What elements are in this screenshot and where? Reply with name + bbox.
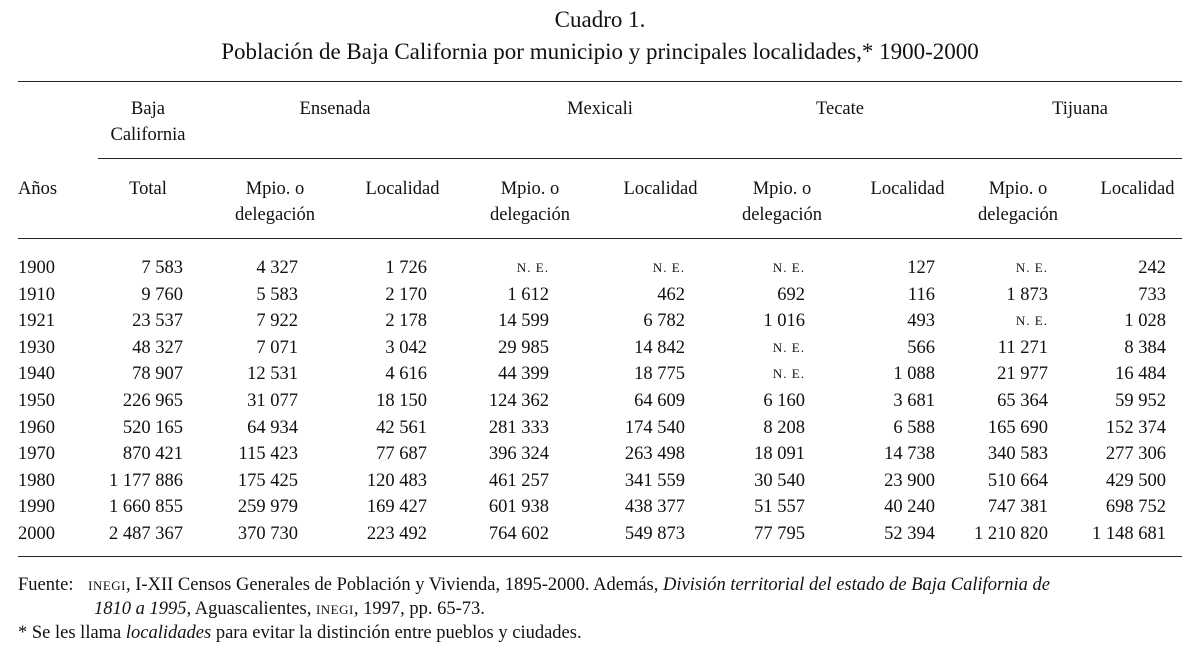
- cell-mex-mpio: 14 599: [498, 311, 549, 332]
- cell-ens-mpio: 7 922: [256, 311, 298, 332]
- table-subtitle: Población de Baja California por municipio y principales localidades,* 1900-2000: [221, 39, 979, 64]
- cell-tij-mpio: 21 977: [997, 364, 1048, 385]
- cell-tec-localidad: 1 088: [893, 364, 935, 385]
- footnote-c: para evitar la distinción entre pueblos y ciudades.: [211, 623, 582, 643]
- cell-tec-localidad: 6 588: [893, 417, 935, 438]
- cell-tec-localidad: 14 738: [884, 444, 935, 465]
- source-text-a: , I-XII Censos Generales de Población y Vivienda, 1895-2000. Además,: [126, 575, 664, 595]
- cell-tec-mpio: N. E.: [772, 260, 805, 275]
- inegi-label: INEGI: [88, 578, 127, 593]
- cell-tec-localidad: 52 394: [884, 524, 935, 544]
- row-year: 1900: [18, 258, 55, 278]
- cell-ens-localidad: 120 483: [366, 470, 427, 491]
- cell-ens-mpio: 64 934: [247, 417, 298, 438]
- cell-tec-mpio: 6 160: [763, 391, 805, 411]
- cell-ens-localidad: 4 616: [385, 364, 427, 385]
- cell-mex-mpio: 1 612: [507, 284, 549, 305]
- mpio-line1: Mpio. o: [500, 179, 560, 199]
- cell-tec-localidad: 116: [907, 284, 935, 305]
- source-text-d: Aguascalientes,: [191, 599, 316, 619]
- source-label: Fuente:: [18, 575, 74, 595]
- cell-tij-localidad: 16 484: [1115, 364, 1166, 385]
- cell-ens-mpio: 12 531: [247, 364, 298, 385]
- cell-tij-localidad: 277 306: [1105, 444, 1166, 465]
- row-year: 1960: [18, 417, 55, 438]
- cell-ens-localidad: 3 042: [385, 337, 427, 358]
- cell-mex-localidad: 6 782: [643, 311, 685, 332]
- mpio-line1: Mpio. o: [245, 179, 305, 199]
- cell-tec-mpio: 1 016: [763, 311, 805, 332]
- cell-tij-localidad: 1 028: [1124, 311, 1166, 332]
- cell-ens-mpio: 175 425: [237, 470, 298, 491]
- source-text-e: , 1997, pp. 65-73.: [353, 599, 485, 619]
- mpio-line2: delegación: [489, 205, 571, 225]
- cell-ens-mpio: 5 583: [256, 284, 298, 305]
- cell-tij-localidad: 698 752: [1105, 497, 1166, 518]
- mpio-line1: Mpio. o: [988, 179, 1048, 199]
- header-mexicali: Mexicali: [567, 99, 633, 119]
- footnote-b: localidades: [125, 623, 212, 643]
- cell-bc-total: 1 660 855: [109, 497, 183, 518]
- cell-tec-localidad: 493: [907, 311, 935, 332]
- cell-tij-localidad: 8 384: [1124, 337, 1166, 358]
- mpio-line2: delegación: [977, 205, 1059, 225]
- header-bc-line2: California: [110, 125, 186, 145]
- bottom-rule: [18, 556, 1182, 557]
- cell-bc-total: 520 165: [122, 417, 183, 438]
- cell-ens-mpio: 31 077: [247, 391, 298, 411]
- cell-mex-localidad: 64 609: [634, 391, 685, 411]
- cell-tij-mpio: N. E.: [1015, 260, 1048, 275]
- cell-ens-mpio: 370 730: [237, 524, 298, 544]
- cell-mex-localidad: 174 540: [624, 417, 685, 438]
- source-note: [18, 573, 1050, 598]
- cell-bc-total: 48 327: [132, 337, 183, 358]
- cell-mex-mpio: 396 324: [488, 444, 549, 465]
- cell-ens-mpio: 115 423: [238, 444, 298, 465]
- footnote-a: * Se les llama: [18, 623, 126, 643]
- row-year: 1980: [18, 470, 55, 491]
- header-mex-localidad: Localidad: [623, 179, 698, 199]
- cell-tij-mpio: 65 364: [997, 391, 1048, 411]
- cell-tij-mpio: N. E.: [1015, 313, 1048, 329]
- header-tec-mpio: [722, 176, 842, 228]
- cell-tij-localidad: 59 952: [1115, 391, 1166, 411]
- header-tecate: Tecate: [816, 99, 864, 119]
- source-text-b: División territorial del estado de Baja California de: [663, 575, 1050, 595]
- cell-ens-localidad: 18 150: [376, 391, 427, 411]
- row-year: 1940: [18, 364, 55, 385]
- cell-tec-localidad: 3 681: [893, 391, 935, 411]
- cell-ens-localidad: 2 170: [385, 284, 427, 305]
- row-year: 1990: [18, 497, 55, 518]
- header-total: Total: [129, 179, 167, 199]
- mpio-line1: Mpio. o: [752, 179, 812, 199]
- footnote: [18, 621, 582, 646]
- cell-tec-localidad: 127: [907, 258, 935, 278]
- inegi-label-2: INEGI: [315, 602, 354, 617]
- cell-bc-total: 7 583: [141, 258, 183, 278]
- cell-tij-localidad: 733: [1138, 284, 1166, 305]
- cell-tec-mpio: 77 795: [754, 524, 805, 544]
- cell-mex-localidad: 549 873: [624, 524, 685, 544]
- cell-tij-mpio: 510 664: [987, 470, 1048, 491]
- row-year: 1970: [18, 444, 55, 465]
- cell-bc-total: 2 487 367: [109, 524, 183, 544]
- cell-ens-mpio: 4 327: [256, 258, 298, 278]
- header-baja-california: [98, 96, 198, 148]
- cell-tec-mpio: 8 208: [763, 417, 805, 438]
- cell-tij-mpio: 11 271: [997, 337, 1048, 358]
- header-tec-localidad: Localidad: [870, 179, 945, 199]
- cell-mex-mpio: 601 938: [488, 497, 549, 518]
- row-year: 1921: [18, 311, 55, 332]
- cell-mex-mpio: N. E.: [516, 260, 549, 275]
- header-bc-line1: Baja: [131, 99, 165, 119]
- row-year: 2000: [18, 524, 55, 544]
- cell-ens-localidad: 223 492: [366, 524, 427, 544]
- cell-tec-localidad: 23 900: [884, 470, 935, 491]
- cell-bc-total: 9 760: [141, 284, 183, 305]
- cell-tec-mpio: 30 540: [754, 470, 805, 491]
- cell-ens-localidad: 2 178: [385, 311, 427, 332]
- cell-tec-mpio: N. E.: [772, 339, 805, 355]
- header-rule: [18, 238, 1182, 239]
- cell-tij-mpio: 165 690: [987, 417, 1048, 438]
- mpio-line2: delegación: [741, 205, 823, 225]
- cell-mex-mpio: 29 985: [498, 337, 549, 358]
- cell-bc-total: 23 537: [132, 311, 183, 332]
- cell-tij-localidad: 152 374: [1105, 417, 1166, 438]
- cell-mex-localidad: 263 498: [624, 444, 685, 465]
- cell-ens-mpio: 7 071: [256, 337, 298, 358]
- mpio-line2: delegación: [234, 205, 316, 225]
- cell-ens-localidad: 169 427: [366, 497, 427, 518]
- cell-ens-localidad: 1 726: [385, 258, 427, 278]
- header-anos: Años: [18, 179, 58, 199]
- cell-bc-total: 226 965: [122, 391, 183, 411]
- row-year: 1950: [18, 391, 55, 411]
- header-tij-mpio: [958, 176, 1078, 228]
- header-ens-localidad: Localidad: [365, 179, 440, 199]
- cell-mex-localidad: 438 377: [624, 497, 685, 518]
- group-rule: [98, 158, 1182, 159]
- cell-tec-localidad: 566: [907, 337, 935, 358]
- cell-mex-localidad: 18 775: [634, 364, 685, 385]
- cell-mex-mpio: 44 399: [498, 364, 549, 385]
- cell-tij-mpio: 1 873: [1006, 284, 1048, 305]
- header-ens-mpio: [215, 176, 335, 228]
- cell-tij-mpio: 340 583: [987, 444, 1048, 465]
- cell-mex-localidad: 14 842: [634, 337, 685, 358]
- cell-mex-mpio: 124 362: [488, 391, 549, 411]
- cell-tij-localidad: 1 148 681: [1092, 524, 1166, 544]
- cell-tij-localidad: 429 500: [1105, 470, 1166, 491]
- cell-tij-mpio: 1 210 820: [974, 524, 1048, 544]
- header-mex-mpio: [470, 176, 590, 228]
- header-ensenada: Ensenada: [299, 99, 371, 119]
- cell-tec-localidad: 40 240: [884, 497, 935, 518]
- row-year: 1930: [18, 337, 55, 358]
- cell-bc-total: 1 177 886: [109, 470, 183, 491]
- cell-mex-localidad: 462: [657, 284, 685, 305]
- cell-tec-mpio: N. E.: [772, 366, 805, 382]
- row-year: 1910: [18, 284, 55, 305]
- cell-tij-mpio: 747 381: [987, 497, 1048, 518]
- cell-tij-localidad: 242: [1138, 258, 1166, 278]
- cell-mex-localidad: 341 559: [624, 470, 685, 491]
- cell-mex-localidad: N. E.: [652, 260, 685, 275]
- table-title: Cuadro 1.: [554, 7, 646, 32]
- header-tijuana: Tijuana: [1052, 99, 1108, 119]
- cell-ens-localidad: 42 561: [376, 417, 427, 438]
- cell-tec-mpio: 18 091: [754, 444, 805, 465]
- source-text-c: 1810 a 1995,: [94, 599, 192, 619]
- cell-ens-localidad: 77 687: [376, 444, 427, 465]
- cell-tec-mpio: 51 557: [754, 497, 805, 518]
- cell-ens-mpio: 259 979: [237, 497, 298, 518]
- cell-bc-total: 870 421: [122, 444, 183, 465]
- cell-mex-mpio: 461 257: [488, 470, 549, 491]
- cell-bc-total: 78 907: [132, 364, 183, 385]
- cell-tec-mpio: 692: [777, 284, 805, 305]
- top-rule: [18, 81, 1182, 82]
- cell-mex-mpio: 281 333: [488, 417, 549, 438]
- source-note-line2: [94, 597, 485, 622]
- header-tij-localidad: Localidad: [1100, 179, 1175, 199]
- cell-mex-mpio: 764 602: [488, 524, 549, 544]
